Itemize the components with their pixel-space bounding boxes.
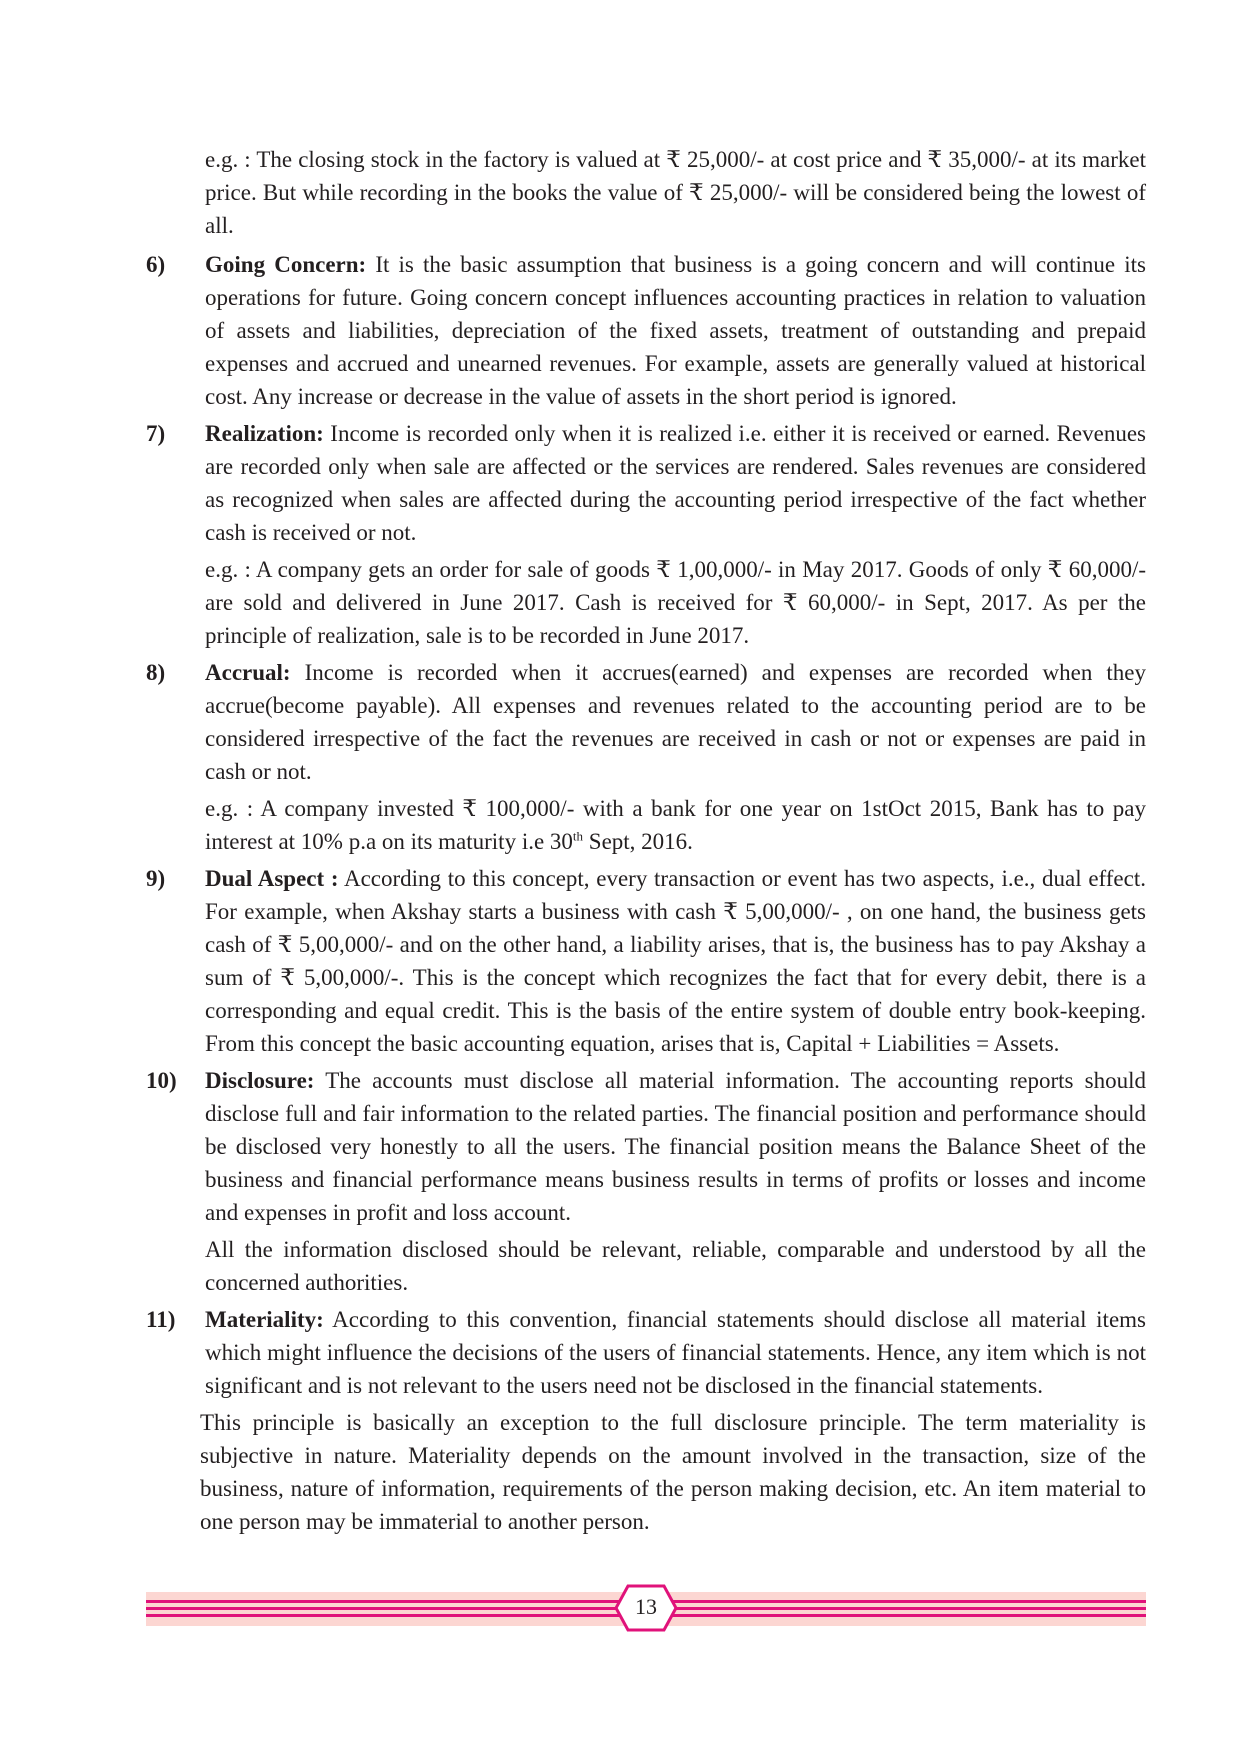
concept-text: According to this convention, financial statements should disclose all material items which might influence the decisions of the users of financial statements. Hence, any item which is not significant and is not relevant to the users need not be disclosed in the financial statements. — [205, 1307, 1146, 1398]
item-number: 10) — [146, 1068, 177, 1093]
concept-term: Going Concern: — [205, 252, 367, 277]
concept-term: Realization: — [205, 421, 324, 446]
concept-term: Disclosure: — [205, 1068, 315, 1093]
concept-disclosure — [146, 1064, 1146, 1229]
item-number: 8) — [146, 660, 166, 685]
page-number: 13 — [635, 1594, 657, 1619]
concept-text: Income is recorded only when it is realized i.e. either it is received or earned. Revenues are recorded only when sale are affected or the services are rendered. Sales revenues are considered as recognized when sales are affected during the accounting period irrespective of the fact whether cash is received or not. — [205, 421, 1146, 545]
closing-stock-example: e.g. : The closing stock in the factory is valued at ₹ 25,000/- at cost price and ₹ 35,000/- at its market price. But while recording in the books the value of ₹ 25,000/- will be considered being the lowest of all. — [205, 147, 1146, 238]
page-number-badge — [614, 1582, 678, 1634]
concept-text: Income is recorded when it accrues(earned) and expenses are recorded when they accrue(become payable). All expenses and revenues related to the accounting period are to be considered irrespective of the fact the revenues are received in cash or not or expenses are paid in cash or not. — [205, 660, 1146, 784]
item-number: 7) — [146, 421, 166, 446]
accrual-example: e.g. : A company invested ₹ 100,000/- with a bank for one year on 1stOct 2015, Bank has to pay interest at 10% p.a on its maturity i.e 30th Sept, 2016. — [205, 796, 1146, 854]
concept-term: Dual Aspect : — [205, 866, 339, 891]
item-number: 11) — [146, 1307, 176, 1332]
disclosure-note: All the information disclosed should be relevant, reliable, comparable and understood by all the concerned authorities. — [205, 1237, 1146, 1295]
concept-text: The accounts must disclose all material information. The accounting reports should disclose full and fair information to the related parties. The financial position and performance should be disclosed very honestly to all the users. The financial position means the Balance Sheet of the business and financial performance means business results in terms of profits or losses and income and expenses in profit and loss account. — [205, 1068, 1146, 1225]
item-number: 9) — [146, 866, 166, 891]
item-number: 6) — [146, 252, 166, 277]
concept-term: Accrual: — [205, 660, 291, 685]
realization-example: e.g. : A company gets an order for sale of goods ₹ 1,00,000/- in May 2017. Goods of only ₹ 60,000/- are sold and delivered in June 2017. Cash is received for ₹ 60,000/- in Sept, 2017. As per the principle of realization, sale is to be recorded in June 2017. — [205, 557, 1146, 648]
concept-term: Materiality: — [205, 1307, 324, 1332]
page-body — [146, 143, 1146, 1542]
materiality-note: This principle is basically an exception to the full disclosure principle. The term materiality is subjective in nature. Materiality depends on the amount involved in the transaction, size of the business, nature of information, requirements of the person making decision, etc. An item material to one person may be immaterial to another person. — [200, 1410, 1146, 1534]
concept-realization — [146, 417, 1146, 549]
concept-materiality — [146, 1303, 1146, 1402]
concept-text: It is the basic assumption that business is a going concern and will continue its operations for future. Going concern concept influences accounting practices in relation to valuation of assets and liabilities, depreciation of the fixed assets, treatment of outstanding and prepaid expenses and accrued and unearned revenues. For example, assets are generally valued at historical cost. Any increase or decrease in the value of assets in the short period is ignored. — [205, 252, 1146, 409]
concept-dual-aspect — [146, 862, 1146, 1060]
page-footer — [146, 1582, 1146, 1638]
concept-text: According to this concept, every transaction or event has two aspects, i.e., dual effect. For example, when Akshay starts a business with cash ₹ 5,00,000/- , on one hand, the business gets cash of ₹ 5,00,000/- and on the other hand, a liability arises, that is, the business has to pay Akshay a sum of ₹ 5,00,000/-. This is the concept which recognizes the fact that for every debit, there is a corresponding and equal credit. This is the basis of the entire system of double entry book-keeping. From this concept the basic accounting equation, arises that is, Capital + Liabilities = Assets. — [205, 866, 1146, 1056]
concept-accrual — [146, 656, 1146, 788]
concept-going-concern — [146, 248, 1146, 413]
